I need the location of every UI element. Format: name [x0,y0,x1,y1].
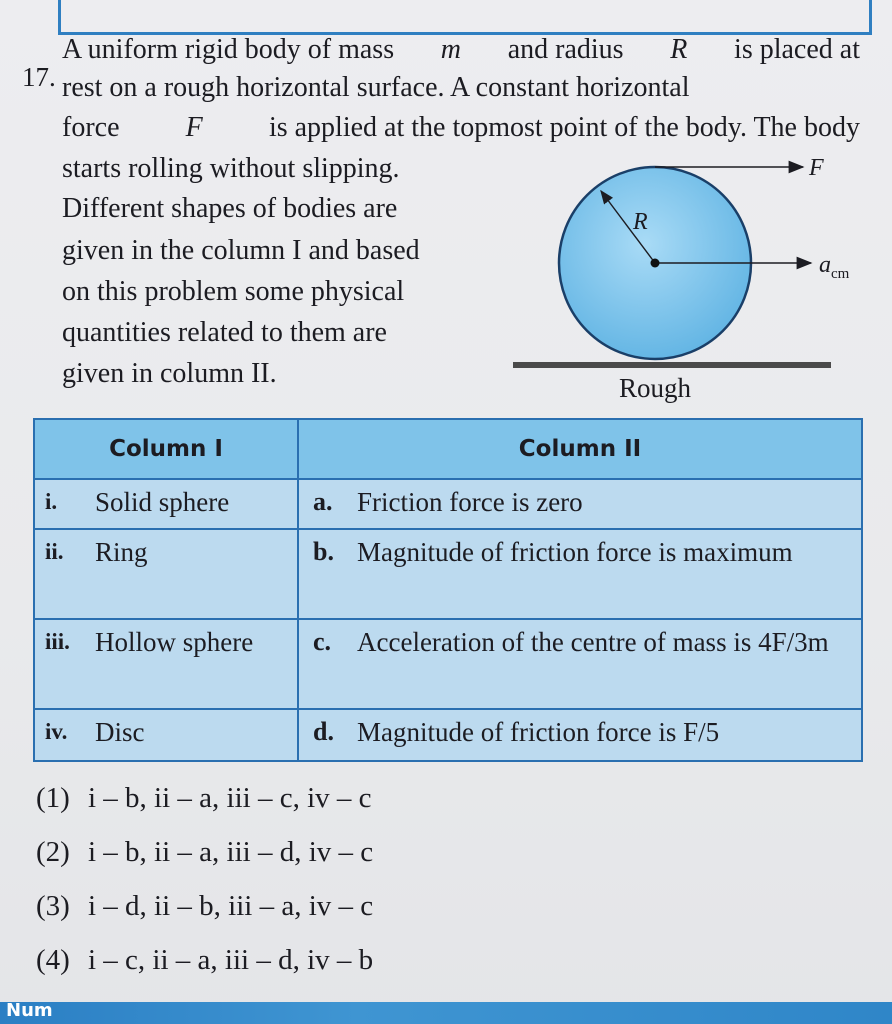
column-i-item: Solid sphere [95,487,230,517]
force-label: F [809,155,824,181]
question-stem-line-3: force F is applied at the topmost point of the body. The body [62,112,860,143]
question-stem-line-1: A uniform rigid body of mass m and radius R is placed at [62,34,860,65]
figure-drawing [505,155,845,410]
column-ii-item: Friction force is zero [357,487,583,517]
row-letter: d. [313,717,334,746]
row-number: i. [45,489,58,514]
footer-strip [0,1002,892,1024]
row-letter: a. [313,487,333,516]
answer-option-1[interactable]: (1) i – b, ii – a, iii – c, iv – c [36,782,372,814]
footer-text: Num [6,1000,53,1021]
row-number: iv. [45,719,68,744]
column-i-item: Disc [95,717,145,747]
column-i-item: Ring [95,537,148,567]
question-number: 17. [22,62,56,92]
acceleration-label: $a_{cm}$ [819,252,850,282]
centre-of-mass-dot [651,259,660,268]
question-stem-line-2: rest on a rough horizontal surface. A constant horizontal [62,72,690,103]
table-header-row [34,419,862,479]
column-ii-header: Column II [298,419,862,479]
rough-surface [513,362,831,368]
table-row [34,709,862,761]
matching-table [33,418,863,762]
question-stem-line-4: starts rolling without slipping. [62,153,400,184]
column-ii-item: Magnitude of friction force is F/5 [357,717,720,747]
row-number: iii. [45,629,70,654]
column-i-item: Hollow sphere [95,627,254,657]
question-stem-line-9: given in column II. [62,358,277,389]
table-row [34,479,862,529]
question-stem-line-8: quantities related to them are [62,317,387,348]
question-stem-line-5: Different shapes of bodies are [62,193,398,224]
rolling-body-figure [505,155,850,410]
row-letter: b. [313,537,334,566]
previous-question-box [58,0,872,35]
row-letter: c. [313,627,332,656]
table-row [34,619,862,709]
column-i-header: Column I [34,419,298,479]
answer-option-2[interactable]: (2) i – b, ii – a, iii – d, iv – c [36,836,374,868]
answer-option-3[interactable]: (3) i – d, ii – b, iii – a, iv – c [36,890,374,922]
row-number: ii. [45,539,64,564]
question-stem-line-6: given in the column I and based [62,235,420,266]
column-ii-item: Magnitude of friction force is maximum [357,537,793,567]
answer-option-4[interactable]: (4) i – c, ii – a, iii – d, iv – b [36,944,374,976]
question-stem-line-7: on this problem some physical [62,276,405,307]
surface-label: Rough [619,373,692,403]
column-ii-item: Acceleration of the centre of mass is 4F/3m [357,627,829,657]
radius-label: R [633,209,648,235]
table-row [34,529,862,619]
